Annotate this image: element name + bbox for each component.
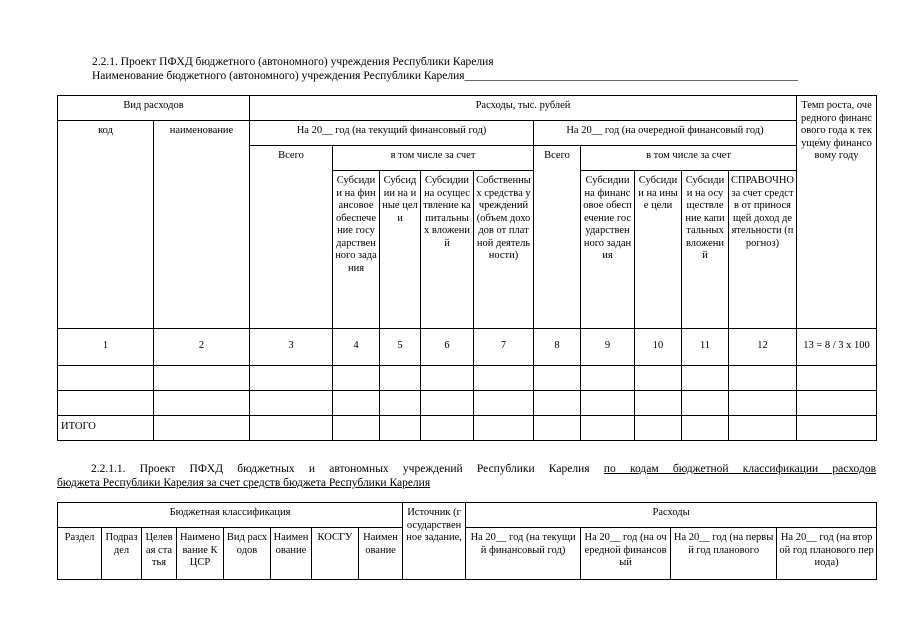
col-number: 9 <box>581 329 635 366</box>
col-number: 6 <box>421 329 474 366</box>
header-expense-kind: Вид расходов <box>224 528 271 580</box>
col-number: 5 <box>380 329 421 366</box>
header-expense-type: Вид расходов <box>58 96 250 121</box>
header-name: наименование <box>154 121 250 329</box>
header-year-next: На 20__ год (на очередной финансовый <box>581 528 671 580</box>
header-expense-kind-name: Наименование <box>271 528 312 580</box>
header-kosgu-name: Наименование <box>359 528 403 580</box>
expenses-table <box>57 95 877 441</box>
header-source: Источник (государственное задание, <box>403 503 466 580</box>
subsection-title-part1: 2.2.1.1. Проект ПФХД бюджетных и автономных учреждений Республики Карелия <box>91 463 604 475</box>
header-target-item: Целевая статья <box>142 528 177 580</box>
header-expenses-2: Расходы <box>466 503 877 528</box>
header-budget-classification: Бюджетная классификация <box>58 503 403 528</box>
header-reference-income: СПРАВОЧНО за счет средств от приносящей доход деятельности (прогноз) <box>729 171 797 329</box>
col-number: 13 = 8 / 3 х 100 <box>797 329 877 366</box>
table-row-total <box>58 416 877 441</box>
header-own-funds: Собственных средства учреждений (объем доходов от платной деятельности) <box>474 171 534 329</box>
total-label: ИТОГО <box>58 416 154 441</box>
header-kcsr-name: Наименование КЦСР <box>177 528 224 580</box>
col-number: 10 <box>635 329 682 366</box>
table-row <box>58 391 877 416</box>
header-subsidy-capital-next: Субсидии на осуществление капитальных вложений <box>682 171 729 329</box>
header-total-next: Всего <box>534 146 581 329</box>
subsection-title <box>57 462 876 490</box>
header-including-next: в том числе за счет <box>581 146 797 171</box>
header-subsidy-capital: Субсидии на осуществление капитальных вложений <box>421 171 474 329</box>
header-subsidy-state-task-next: Субсидии на финансовое обеспечение государственного задания <box>581 171 635 329</box>
subsection-title-part2: по кодам бюджетной классификации расходов <box>603 463 876 475</box>
header-growth-rate: Темп роста, очередного финансового года к текущему финансовому году <box>797 96 877 329</box>
col-number: 7 <box>474 329 534 366</box>
header-subsidy-other-next: Субсидии на иные цели <box>635 171 682 329</box>
header-year-plan2: На 20__ год (на второй год планового периода) <box>777 528 877 580</box>
table-row <box>58 366 877 391</box>
header-subsidy-other: Субсидии на иные цели <box>380 171 421 329</box>
header-including-current: в том числе за счет <box>333 146 534 171</box>
header-current-year: На 20__ год (на текущий финансовый год) <box>250 121 534 146</box>
header-expenses: Расходы, тыс. рублей <box>250 96 797 121</box>
header-kosgu: КОСГУ <box>312 528 359 580</box>
col-number: 11 <box>682 329 729 366</box>
header-subsidy-state-task: Субсидии на финансовое обеспечение государственного задания <box>333 171 380 329</box>
header-code: код <box>58 121 154 329</box>
header-subsection: Подраздел <box>102 528 142 580</box>
header-total-current: Всего <box>250 146 333 329</box>
section-title: 2.2.1. Проект ПФХД бюджетного (автономного) учреждения Республики Карелия <box>92 56 494 68</box>
header-year-plan1: На 20__ год (на первый год планового <box>671 528 777 580</box>
header-next-year: На 20__ год (на очередной финансовый год) <box>534 121 797 146</box>
subsection-title-part3: бюджета Республики Карелия за счет средств бюджета Республики Карелия <box>57 477 431 489</box>
col-number: 8 <box>534 329 581 366</box>
col-number: 1 <box>58 329 154 366</box>
budget-classification-table <box>57 502 877 580</box>
col-number: 12 <box>729 329 797 366</box>
header-section: Раздел <box>58 528 102 580</box>
col-number: 2 <box>154 329 250 366</box>
header-year-current: На 20__ год (на текущий финансовый год) <box>466 528 581 580</box>
col-number: 3 <box>250 329 333 366</box>
institution-name-line: Наименование бюджетного (автономного) учреждения Республики Карелия__________________________________________________________ <box>92 70 799 82</box>
col-number: 4 <box>333 329 380 366</box>
